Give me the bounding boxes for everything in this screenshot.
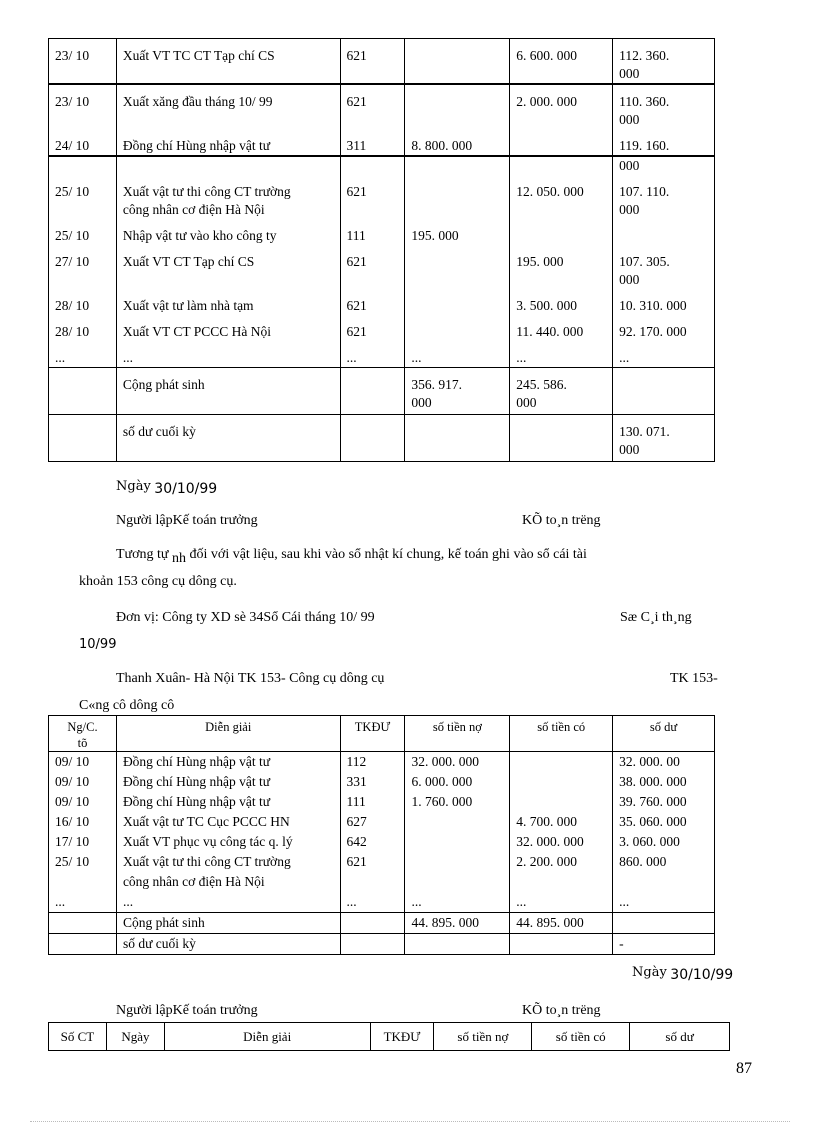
cell-debit: 6. 000. 000 — [405, 772, 510, 792]
cell-balance: 119. 160. — [613, 129, 715, 156]
cell-debit — [405, 39, 510, 85]
cell-desc: Nhập vật tư vào kho công ty — [116, 219, 340, 245]
date-line-1: Ngày 30/10/99 — [116, 479, 218, 497]
table-row — [49, 752, 715, 773]
cell-desc: Đồng chí Hùng nhập vật tư — [116, 752, 340, 773]
cell-acct — [340, 415, 405, 462]
cell-date: ... — [49, 341, 117, 368]
table-row — [49, 315, 715, 341]
cell-credit — [510, 415, 613, 462]
table-row — [49, 39, 715, 85]
total-label: Cộng phát sinh — [116, 913, 340, 934]
paragraph-line-1: Tương tự nh đối với vật liệu, sau khi vào sổ nhật kí chung, kế toán ghi vào sổ cái tài — [116, 547, 587, 566]
table-row — [49, 892, 715, 913]
cell-desc: Xuất xăng đầu tháng 10/ 99 — [116, 84, 340, 129]
cell-date: 23/ 10 — [49, 84, 117, 129]
cell-balance: 39. 760. 000 — [613, 792, 715, 812]
ledger-table-2 — [48, 715, 715, 955]
column-header: Ngày — [106, 1023, 164, 1051]
cell-date: 27/ 10 — [49, 245, 117, 289]
cell-debit — [405, 852, 510, 892]
column-header: số tiền có — [532, 1023, 630, 1051]
cell-credit: 6. 600. 000 — [510, 39, 613, 85]
cell-debit — [405, 812, 510, 832]
table-row — [49, 852, 715, 892]
cell-desc: Xuất vật tư TC Cục PCCC HN — [116, 812, 340, 832]
cell-date — [49, 913, 117, 934]
cell-balance: ... — [613, 892, 715, 913]
table-row — [49, 129, 715, 156]
cell-acct — [340, 934, 405, 955]
cell-credit: 11. 440. 000 — [510, 315, 613, 341]
cell-desc: Xuất VT phục vụ công tác q. lý — [116, 832, 340, 852]
cell-acct: 621 — [340, 175, 405, 219]
cell-credit: 2. 200. 000 — [510, 852, 613, 892]
table-row — [49, 175, 715, 219]
cell-date: 24/ 10 — [49, 129, 117, 156]
cell-debit: ... — [405, 341, 510, 368]
cell-desc: Xuất VT CT PCCC Hà Nội — [116, 315, 340, 341]
page-border — [30, 1121, 790, 1122]
cell-balance: 110. 360. 000 — [613, 84, 715, 129]
page-number: 87 — [736, 1060, 752, 1077]
table-row — [49, 772, 715, 792]
ktt-label-1: KÕ to¸n trëng — [522, 513, 601, 528]
cell-date: 25/ 10 — [49, 219, 117, 245]
cell-acct: 621 — [340, 245, 405, 289]
cell-balance: 10. 310. 000 — [613, 289, 715, 315]
cell-debit: 195. 000 — [405, 219, 510, 245]
column-header: TKĐƯ — [340, 716, 405, 752]
cell-balance: 32. 000. 00 — [613, 752, 715, 773]
column-header: số dư — [630, 1023, 730, 1051]
cell-balance: 3. 060. 000 — [613, 832, 715, 852]
cell-balance: 107. 110. 000 — [613, 175, 715, 219]
cell-debit: 1. 760. 000 — [405, 792, 510, 812]
cell-date: 28/ 10 — [49, 289, 117, 315]
total-credit: 44. 895. 000 — [510, 913, 613, 934]
column-header: số tiền nợ — [405, 716, 510, 752]
closing-balance: 130. 071. 000 — [613, 415, 715, 462]
cell-credit: 12. 050. 000 — [510, 175, 613, 219]
cell-balance: 92. 170. 000 — [613, 315, 715, 341]
signature-row-2: Người lậpKế toán trưởng — [116, 1003, 258, 1018]
cell-acct: ... — [340, 341, 405, 368]
column-header: Diễn giải — [164, 1023, 370, 1051]
cell-acct: 111 — [340, 792, 405, 812]
cell-debit — [405, 934, 510, 955]
cell-acct: 111 — [340, 219, 405, 245]
cell-acct: 621 — [340, 315, 405, 341]
table-row — [49, 812, 715, 832]
table-row — [49, 84, 715, 129]
column-header: số tiền nợ — [434, 1023, 532, 1051]
cell-date: 17/ 10 — [49, 832, 117, 852]
cell-balance: 000 — [613, 156, 715, 175]
cell-debit — [405, 156, 510, 175]
cell-date: 09/ 10 — [49, 752, 117, 773]
table-row — [49, 832, 715, 852]
cell-credit — [510, 934, 613, 955]
cell-acct: 331 — [340, 772, 405, 792]
total-row — [49, 913, 715, 934]
cell-acct: 621 — [340, 289, 405, 315]
cell-credit — [510, 129, 613, 156]
cell-debit — [405, 415, 510, 462]
ke-toan-label: Kế toán trưởng — [172, 513, 258, 528]
donvi-line: Đơn vị: Công ty XD sè 34Sổ Cái tháng 10/ 99 — [116, 610, 375, 625]
cell-acct: 311 — [340, 129, 405, 156]
cell-credit — [510, 752, 613, 773]
cell-acct: 112 — [340, 752, 405, 773]
tk-right-2: C«ng cô dông cô — [79, 698, 175, 713]
cell-debit — [405, 289, 510, 315]
cell-balance: 107. 305. 000 — [613, 245, 715, 289]
cell-desc: Xuất VT CT Tạp chí CS — [116, 245, 340, 289]
cell-date: 16/ 10 — [49, 812, 117, 832]
cell-debit — [405, 245, 510, 289]
cell-balance: 860. 000 — [613, 852, 715, 892]
socai-right: Sæ C¸i th¸ng — [620, 610, 692, 625]
column-header: Số CT — [49, 1023, 107, 1051]
cell-acct: 627 — [340, 812, 405, 832]
cell-credit: 32. 000. 000 — [510, 832, 613, 852]
cell-date: 09/ 10 — [49, 792, 117, 812]
table-row — [49, 156, 715, 175]
cell-date — [49, 934, 117, 955]
closing-row — [49, 934, 715, 955]
cell-credit: 2. 000. 000 — [510, 84, 613, 129]
cell-debit — [405, 84, 510, 129]
cell-date — [49, 156, 117, 175]
cell-credit — [510, 219, 613, 245]
cell-date: 23/ 10 — [49, 39, 117, 85]
cell-acct — [340, 156, 405, 175]
paragraph-line-2: khoản 153 công cụ dông cụ. — [79, 574, 237, 589]
cell-date: 25/ 10 — [49, 852, 117, 892]
column-header: TKĐƯ — [370, 1023, 434, 1051]
cell-acct: 621 — [340, 84, 405, 129]
cell-balance: ... — [613, 341, 715, 368]
cell-credit: 195. 000 — [510, 245, 613, 289]
column-header: số dư — [613, 716, 715, 752]
closing-label: số dư cuối kỳ — [116, 415, 340, 462]
cell-balance — [613, 913, 715, 934]
ktt-label-2: KÕ to¸n trëng — [522, 1003, 601, 1018]
table-row — [49, 792, 715, 812]
ledger-table-3-header — [48, 1022, 730, 1051]
cell-balance: 35. 060. 000 — [613, 812, 715, 832]
cell-debit: ... — [405, 892, 510, 913]
total-debit: 44. 895. 000 — [405, 913, 510, 934]
cell-desc: Đồng chí Hùng nhập vật tư — [116, 772, 340, 792]
cell-desc: Đồng chí Hùng nhập vật tư — [116, 129, 340, 156]
cell-balance — [613, 368, 715, 415]
cell-credit — [510, 792, 613, 812]
cell-credit — [510, 156, 613, 175]
ledger-table-1 — [48, 38, 715, 462]
cell-date: 09/ 10 — [49, 772, 117, 792]
table-row — [49, 245, 715, 289]
cell-debit — [405, 315, 510, 341]
cell-debit: 8. 800. 000 — [405, 129, 510, 156]
cell-desc — [116, 156, 340, 175]
cell-debit — [405, 175, 510, 219]
cell-desc: Đồng chí Hùng nhập vật tư — [116, 792, 340, 812]
cell-desc: Xuất vật tư thi công CT trường công nhân cơ điện Hà Nội — [116, 852, 340, 892]
cell-acct: 621 — [340, 852, 405, 892]
column-header: Ng/C. tõ — [49, 716, 117, 752]
date-line-2: Ngày 30/10/99 — [632, 965, 734, 983]
tk-right: TK 153- — [670, 671, 718, 686]
cell-acct — [340, 368, 405, 415]
cell-balance — [613, 219, 715, 245]
table-row — [49, 289, 715, 315]
cell-acct: 642 — [340, 832, 405, 852]
cell-credit: 3. 500. 000 — [510, 289, 613, 315]
table-row — [49, 341, 715, 368]
cell-acct: ... — [340, 892, 405, 913]
closing-label: số dư cuối kỳ — [116, 934, 340, 955]
cell-date — [49, 368, 117, 415]
cell-credit: ... — [510, 892, 613, 913]
cell-acct: 621 — [340, 39, 405, 85]
total-debit: 356. 917. 000 — [405, 368, 510, 415]
total-row — [49, 368, 715, 415]
socai-right-2: 10/99 — [79, 637, 117, 652]
cell-date: 28/ 10 — [49, 315, 117, 341]
column-header: số tiền có — [510, 716, 613, 752]
cell-balance: 112. 360. 000 — [613, 39, 715, 85]
cell-desc: ... — [116, 341, 340, 368]
thanhxuan-line: Thanh Xuân- Hà Nội TK 153- Công cụ dông cụ — [116, 671, 385, 686]
total-credit: 245. 586. 000 — [510, 368, 613, 415]
closing-row — [49, 415, 715, 462]
cell-acct — [340, 913, 405, 934]
cell-debit — [405, 832, 510, 852]
cell-credit — [510, 772, 613, 792]
cell-debit: 32. 000. 000 — [405, 752, 510, 773]
nguoi-lap-label: Người lập — [116, 513, 173, 528]
cell-date — [49, 415, 117, 462]
cell-balance: 38. 000. 000 — [613, 772, 715, 792]
cell-credit: 4. 700. 000 — [510, 812, 613, 832]
cell-desc: Xuất vật tư thi công CT trường công nhân cơ điện Hà Nội — [116, 175, 340, 219]
cell-desc: ... — [116, 892, 340, 913]
closing-balance: - — [613, 934, 715, 955]
total-label: Cộng phát sinh — [116, 368, 340, 415]
table-row — [49, 219, 715, 245]
cell-desc: Xuất vật tư làm nhà tạm — [116, 289, 340, 315]
cell-credit: ... — [510, 341, 613, 368]
signature-row-1 — [116, 512, 258, 530]
cell-date: 25/ 10 — [49, 175, 117, 219]
cell-date: ... — [49, 892, 117, 913]
cell-desc: Xuất VT TC CT Tạp chí CS — [116, 39, 340, 85]
column-header: Diễn giải — [116, 716, 340, 752]
